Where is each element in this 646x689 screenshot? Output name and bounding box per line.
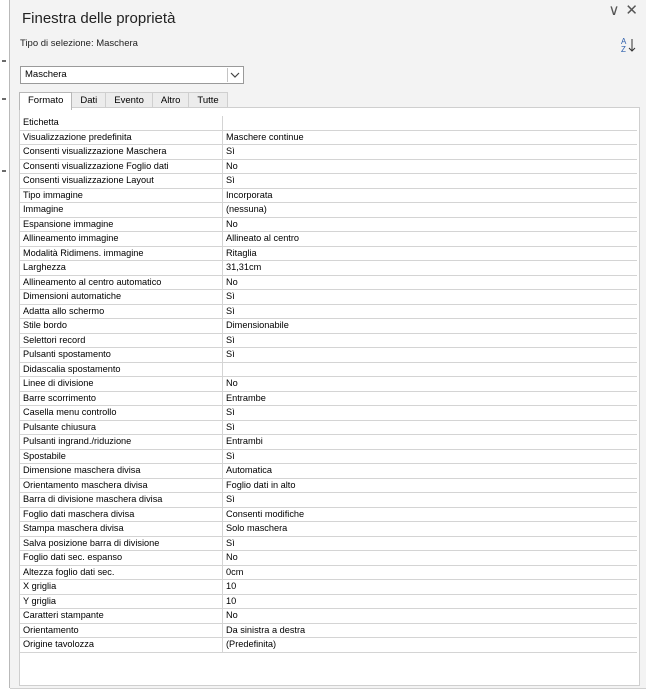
property-name: Pulsanti spostamento	[20, 348, 223, 362]
close-icon[interactable]: ✕	[625, 2, 638, 19]
property-row[interactable]	[20, 392, 637, 407]
property-row[interactable]	[20, 160, 637, 175]
property-name: Consenti visualizzazione Maschera	[20, 145, 223, 159]
property-name: Stampa maschera divisa	[20, 522, 223, 536]
property-value[interactable]: Solo maschera	[226, 523, 288, 533]
property-row[interactable]	[20, 145, 637, 160]
property-row[interactable]	[20, 319, 637, 334]
tab-tutte[interactable]: Tutte	[188, 92, 227, 109]
property-value[interactable]	[223, 116, 637, 130]
property-value[interactable]: 0cm	[226, 566, 244, 577]
property-name: X griglia	[20, 580, 223, 594]
property-name: Caratteri stampante	[20, 609, 223, 623]
property-name: Espansione immagine	[20, 218, 223, 232]
property-row[interactable]	[20, 479, 637, 494]
tab-evento[interactable]: Evento	[105, 92, 153, 109]
property-name: Origine tavolozza	[20, 638, 223, 652]
property-name: Tipo immagine	[20, 189, 223, 203]
property-row[interactable]	[20, 203, 637, 218]
property-name: Barre scorrimento	[20, 392, 223, 406]
property-name: Stile bordo	[20, 319, 223, 333]
property-row[interactable]	[20, 406, 637, 421]
edge-marker	[2, 98, 6, 100]
property-value[interactable]: Sì	[226, 450, 235, 461]
tab-altro[interactable]: Altro	[152, 92, 190, 109]
property-grid-panel	[19, 107, 640, 686]
property-name: Linee di divisione	[20, 377, 223, 391]
property-row[interactable]	[20, 131, 637, 146]
property-value[interactable]: Entrambi	[226, 436, 263, 446]
property-value[interactable]: Sì	[226, 407, 235, 417]
property-value[interactable]: Ritaglia	[226, 247, 257, 258]
property-name: Didascalia spostamento	[20, 363, 223, 377]
property-name: Larghezza	[20, 261, 223, 275]
sort-icon[interactable]	[620, 36, 636, 54]
property-row[interactable]	[20, 450, 637, 465]
property-row[interactable]	[20, 508, 637, 523]
property-value[interactable]: No	[226, 218, 238, 229]
property-row[interactable]	[20, 247, 637, 262]
property-name: Consenti visualizzazione Layout	[20, 174, 223, 188]
property-name: Casella menu controllo	[20, 406, 223, 420]
property-name: Consenti visualizzazione Foglio dati	[20, 160, 223, 174]
left-edge-strip	[0, 0, 10, 688]
property-value[interactable]: Sì	[226, 291, 235, 301]
property-value[interactable]: (nessuna)	[226, 204, 267, 214]
property-name: Selettori record	[20, 334, 223, 348]
property-row[interactable]	[20, 189, 637, 204]
property-sheet-pane	[10, 0, 646, 689]
selection-dropdown[interactable]	[20, 66, 244, 84]
property-row[interactable]	[20, 609, 637, 624]
property-name: Spostabile	[20, 450, 223, 464]
property-value[interactable]: Sì	[226, 146, 235, 156]
property-row[interactable]	[20, 348, 637, 363]
property-row[interactable]	[20, 334, 637, 349]
property-name: Foglio dati maschera divisa	[20, 508, 223, 522]
property-row[interactable]	[20, 363, 637, 378]
property-value[interactable]: Sì	[226, 305, 235, 316]
selection-dropdown-value: Maschera	[25, 69, 67, 80]
property-name: Orientamento	[20, 624, 223, 638]
property-row[interactable]	[20, 232, 637, 247]
property-name: Visualizzazione predefinita	[20, 131, 223, 145]
property-tabs	[19, 92, 227, 108]
property-row[interactable]	[20, 464, 637, 479]
property-value[interactable]: No	[226, 160, 238, 171]
property-value[interactable]: Foglio dati in alto	[226, 479, 296, 490]
property-row[interactable]	[20, 116, 637, 131]
property-name: Allineamento immagine	[20, 232, 223, 246]
edge-marker	[2, 170, 6, 172]
property-value[interactable]: Sì	[226, 175, 235, 185]
property-row[interactable]	[20, 276, 637, 291]
property-value[interactable]: Sì	[226, 494, 235, 504]
property-value[interactable]: No	[226, 610, 238, 620]
property-name: Etichetta	[20, 116, 223, 130]
property-row[interactable]	[20, 595, 637, 610]
chevron-down-icon[interactable]	[227, 68, 242, 82]
property-grid	[20, 116, 637, 653]
property-name: Modalità Ridimens. immagine	[20, 247, 223, 261]
property-name: Y griglia	[20, 595, 223, 609]
property-name: Adatta allo schermo	[20, 305, 223, 319]
property-row[interactable]	[20, 421, 637, 436]
property-value[interactable]: Da sinistra a destra	[226, 624, 306, 635]
property-name: Barra di divisione maschera divisa	[20, 493, 223, 507]
property-value[interactable]: Dimensionabile	[226, 320, 289, 330]
property-value[interactable]	[223, 363, 637, 377]
tab-dati[interactable]: Dati	[71, 92, 106, 109]
property-row[interactable]	[20, 493, 637, 508]
property-row[interactable]	[20, 566, 637, 581]
pane-title: Finestra delle proprietà	[22, 10, 176, 27]
property-value[interactable]: 10	[226, 581, 237, 591]
property-value[interactable]: Allineato al centro	[226, 233, 300, 243]
property-row[interactable]	[20, 305, 637, 320]
property-value[interactable]: No	[226, 552, 238, 562]
property-row[interactable]	[20, 377, 637, 392]
property-name: Altezza foglio dati sec.	[20, 566, 223, 580]
property-value[interactable]: Maschere continue	[226, 131, 304, 142]
property-name: Dimensione maschera divisa	[20, 464, 223, 478]
svg-text:A: A	[621, 37, 627, 46]
property-value[interactable]: (Predefinita)	[226, 639, 277, 649]
property-name: Pulsanti ingrand./riduzione	[20, 435, 223, 449]
property-row[interactable]	[20, 290, 637, 305]
property-value[interactable]: No	[226, 276, 238, 287]
selection-type-label: Tipo di selezione: Maschera	[20, 38, 138, 49]
property-name: Salva posizione barra di divisione	[20, 537, 223, 551]
property-name: Allineamento al centro automatico	[20, 276, 223, 290]
property-value[interactable]: Incorporata	[226, 189, 273, 200]
property-row[interactable]	[20, 218, 637, 233]
property-value[interactable]: Automatica	[226, 465, 272, 475]
property-value[interactable]: Sì	[226, 537, 235, 548]
property-name: Foglio dati sec. espanso	[20, 551, 223, 565]
property-value[interactable]: Entrambe	[226, 392, 266, 403]
property-row[interactable]	[20, 551, 637, 566]
property-row[interactable]	[20, 537, 637, 552]
property-row[interactable]	[20, 522, 637, 537]
property-value[interactable]: Consenti modifiche	[226, 508, 305, 519]
property-name: Pulsante chiusura	[20, 421, 223, 435]
property-name: Immagine	[20, 203, 223, 217]
window-controls	[608, 4, 638, 18]
property-row[interactable]	[20, 174, 637, 189]
chevron-down-icon[interactable]: ∨	[608, 2, 620, 19]
tab-formato[interactable]: Formato	[19, 92, 72, 110]
property-row[interactable]	[20, 261, 637, 276]
svg-text:Z: Z	[621, 45, 626, 54]
property-value[interactable]: Sì	[226, 334, 235, 345]
property-value[interactable]: Sì	[226, 421, 235, 432]
edge-marker	[2, 60, 6, 62]
property-row[interactable]	[20, 580, 637, 595]
property-value[interactable]: 31,31cm	[226, 262, 262, 272]
property-name: Dimensioni automatiche	[20, 290, 223, 304]
property-name: Orientamento maschera divisa	[20, 479, 223, 493]
property-value[interactable]: 10	[226, 595, 237, 606]
property-value[interactable]: Sì	[226, 349, 235, 359]
property-row[interactable]	[20, 435, 637, 450]
property-value[interactable]: No	[226, 378, 238, 388]
property-row[interactable]	[20, 638, 637, 653]
property-row[interactable]	[20, 624, 637, 639]
